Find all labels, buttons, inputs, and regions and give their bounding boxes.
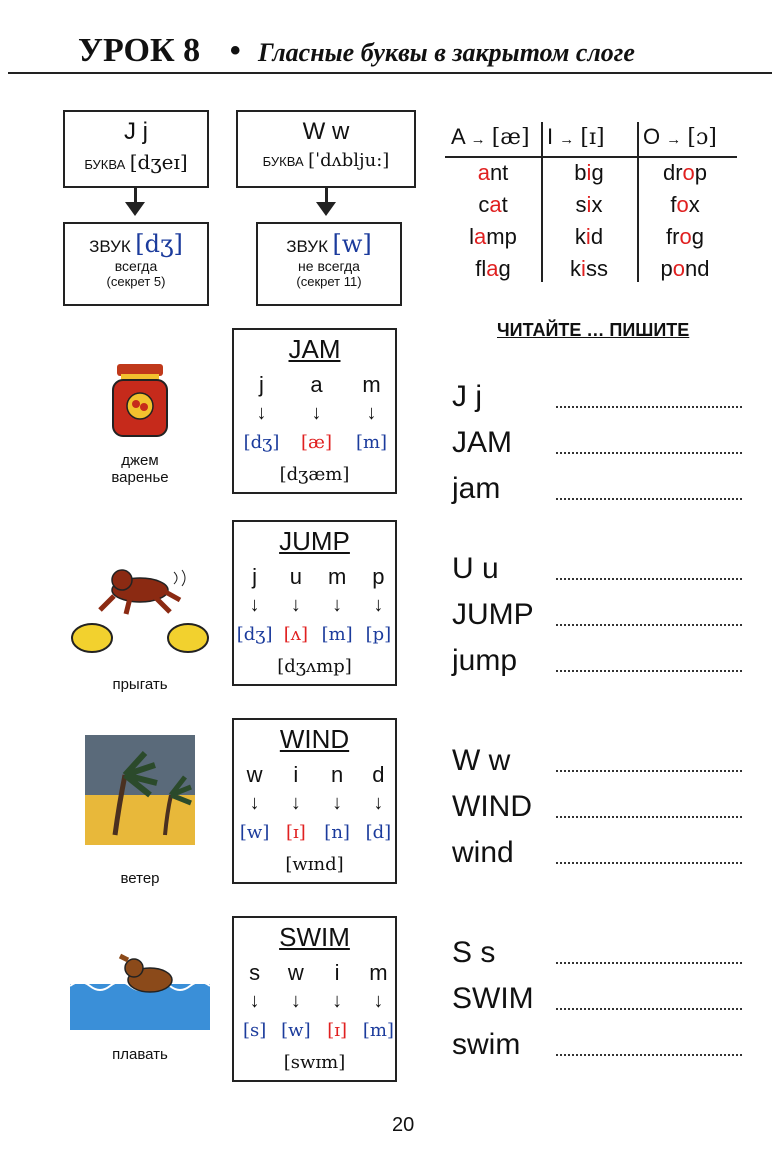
word-letter: m [369, 960, 388, 985]
down-arrow-icon: ↓ [290, 792, 301, 814]
word-title: JUMP [279, 526, 350, 556]
word-start: fr [666, 224, 680, 249]
word-start: l [469, 224, 475, 249]
table-word [637, 256, 733, 282]
vowel-letter: i [585, 224, 591, 249]
phoneme: [ʌ] [283, 624, 308, 645]
sound-ipa: [w] [332, 230, 372, 258]
letter-box-j [63, 110, 209, 188]
table-word [541, 160, 637, 186]
word-end: d [590, 224, 604, 249]
letter-ipa: [dʒeɪ] [129, 150, 188, 174]
table-word [541, 256, 637, 282]
header-bullet: • [230, 34, 241, 67]
windy-palms-illustration [85, 735, 195, 850]
word-end: ss [585, 256, 608, 281]
down-arrow-icon: ↓ [373, 594, 384, 616]
letter-w: W w [302, 118, 350, 145]
writing-line[interactable] [556, 670, 742, 672]
sound-box-w [256, 222, 402, 306]
word-start: b [574, 160, 587, 185]
caption-line: ветер [120, 870, 160, 887]
word-end: mp [486, 224, 517, 249]
word-end: x [688, 192, 700, 217]
word-start: fl [475, 256, 487, 281]
jam-jar-illustration [105, 360, 175, 445]
writing-line[interactable] [556, 962, 742, 964]
phoneme: [dʒ] [236, 624, 273, 645]
vowel-letter: i [586, 192, 592, 217]
word-title: WIND [279, 724, 350, 754]
table-word [637, 224, 733, 250]
read-write-heading: ЧИТАЙТЕ … ПИШИТЕ [497, 320, 690, 340]
word-transcription: [wɪnd] [285, 854, 344, 875]
word-box-swim [232, 916, 397, 1082]
caption-line: плавать [112, 1046, 168, 1063]
practice-word: jump [452, 644, 518, 677]
down-arrow-icon: ↓ [311, 402, 322, 424]
word-start: f [670, 192, 677, 217]
down-arrow-icon: ↓ [290, 990, 301, 1012]
writing-line[interactable] [556, 406, 742, 408]
vowel-letter: i [581, 256, 586, 281]
phoneme: [ɪ] [285, 822, 306, 843]
practice-word: jam [452, 472, 501, 505]
vowel-letter: o [679, 224, 692, 249]
down-arrow-icon: ↓ [249, 990, 260, 1012]
word-letter: j [259, 372, 264, 397]
letter-label: БУКВА [84, 157, 126, 172]
word-letter: p [372, 564, 385, 589]
word-transcription: [dʒʌmp] [277, 656, 352, 677]
secret-ref: (секрет 5) [106, 274, 166, 289]
writing-line[interactable] [556, 862, 742, 864]
sound-note: всегда [114, 258, 158, 274]
down-arrow-icon: ↓ [366, 402, 377, 424]
picture-caption [60, 870, 220, 887]
caption-line: варенье [111, 469, 169, 486]
vowel-letter: a [474, 224, 487, 249]
word-transcription: [dʒæm] [279, 464, 350, 485]
writing-line[interactable] [556, 816, 742, 818]
word-title: SWIM [279, 922, 350, 952]
writing-line[interactable] [556, 578, 742, 580]
word-letter: n [331, 762, 344, 787]
phoneme: [m] [355, 432, 388, 453]
vowel-letter: i [586, 160, 592, 185]
word-letter: w [246, 762, 263, 787]
word-transcription: [swɪm] [283, 1052, 346, 1073]
phoneme: [n] [324, 822, 350, 843]
down-arrow-icon: ↓ [373, 990, 384, 1012]
down-arrow-icon [316, 202, 336, 216]
practice-word: SWIM [452, 982, 534, 1015]
vowel-letter: a [486, 256, 499, 281]
writing-line[interactable] [556, 1054, 742, 1056]
phoneme: [dʒ] [243, 432, 280, 453]
word-letter: j [252, 564, 258, 589]
header-letter: I [547, 124, 554, 149]
letter-j: J j [124, 118, 148, 145]
secret-ref: (секрет 11) [296, 274, 362, 289]
arrow-right-icon: → [470, 131, 486, 148]
table-word [445, 224, 541, 250]
lesson-number: УРОК 8 [78, 32, 201, 69]
sound-ipa: [dʒ] [135, 230, 183, 258]
writing-line[interactable] [556, 452, 742, 454]
practice-word: JAM [452, 426, 512, 459]
word-letter: a [310, 372, 323, 397]
header-rule [8, 72, 772, 74]
caption-line: джем [121, 452, 159, 469]
letter-box-w [236, 110, 416, 188]
down-arrow-icon: ↓ [256, 402, 267, 424]
vowel-letter: o [682, 160, 695, 185]
down-arrow-icon: ↓ [332, 594, 343, 616]
caption-line: прыгать [112, 676, 168, 693]
vowel-letter: a [477, 160, 490, 185]
phoneme: [w] [239, 822, 270, 843]
phoneme: [d] [365, 822, 392, 843]
sound-label: ЗВУК [286, 237, 328, 256]
writing-line[interactable] [556, 498, 742, 500]
vowel-letter: o [672, 256, 685, 281]
phoneme: [w] [281, 1020, 311, 1041]
picture-caption [60, 676, 220, 693]
phoneme: [m] [362, 1020, 394, 1041]
practice-word: JUMP [452, 598, 534, 631]
letter-ipa: [ˈdʌblju:] [308, 150, 390, 171]
table-word [541, 224, 637, 250]
vowel-letter: a [489, 192, 502, 217]
picture-caption [60, 1046, 220, 1063]
practice-word: WIND [452, 790, 532, 823]
table-word [445, 160, 541, 186]
word-end: nt [489, 160, 509, 185]
word-end: t [501, 192, 508, 217]
down-arrow-icon: ↓ [290, 594, 301, 616]
header-letter: A [451, 124, 465, 149]
writing-line[interactable] [556, 770, 742, 772]
swimming-dog-illustration [70, 950, 210, 1035]
writing-line[interactable] [556, 624, 742, 626]
down-arrow-icon [125, 202, 145, 216]
word-title: JAM [288, 334, 341, 364]
practice-word: J j [452, 380, 482, 413]
table-word [445, 192, 541, 218]
word-letter: i [293, 762, 299, 787]
word-box-jam [232, 328, 397, 494]
word-start: c [478, 192, 490, 217]
page-number: 20 [392, 1114, 415, 1136]
word-end: g [498, 256, 511, 281]
picture-caption [60, 452, 220, 486]
header-ipa: [ɪ] [580, 125, 605, 150]
down-arrow-icon: ↓ [373, 792, 384, 814]
table-word [445, 256, 541, 282]
word-end: p [694, 160, 708, 185]
word-end: nd [685, 256, 710, 281]
table-header-a [451, 124, 539, 150]
table-header-i [547, 124, 635, 150]
phoneme: [p] [365, 624, 392, 645]
practice-word: S s [452, 936, 496, 969]
phoneme: [m] [321, 624, 353, 645]
practice-word: wind [452, 836, 514, 869]
practice-word: U u [452, 552, 499, 585]
table-word [637, 192, 733, 218]
jumping-dog-illustration [70, 560, 210, 665]
word-start: k [574, 224, 586, 249]
word-letter: m [362, 372, 381, 397]
word-letter: i [334, 960, 340, 985]
writing-line[interactable] [556, 1008, 742, 1010]
phoneme: [æ] [301, 432, 332, 453]
down-arrow-icon: ↓ [332, 792, 343, 814]
word-end: g [591, 160, 604, 185]
arrow-right-icon: → [666, 131, 682, 148]
down-arrow-icon: ↓ [332, 990, 343, 1012]
word-letter: d [372, 762, 385, 787]
header-letter: O [643, 124, 661, 149]
letter-label: БУКВА [262, 154, 304, 169]
lesson-title: Гласные буквы в закрытом слоге [258, 38, 635, 67]
practice-word: swim [452, 1028, 521, 1061]
word-letter: s [249, 960, 261, 985]
header-ipa: [æ] [491, 125, 530, 150]
word-start: s [575, 192, 587, 217]
word-box-jump [232, 520, 397, 686]
word-end: g [691, 224, 704, 249]
vowel-letter: o [676, 192, 689, 217]
down-arrow-icon: ↓ [249, 792, 260, 814]
sound-note: не всегда [298, 258, 360, 274]
word-start: dr [662, 160, 683, 185]
word-end: x [591, 192, 603, 217]
table-word [541, 192, 637, 218]
sound-label: ЗВУК [89, 237, 131, 256]
word-start: k [570, 256, 582, 281]
down-arrow-icon: ↓ [249, 594, 260, 616]
word-letter: u [289, 564, 302, 589]
table-header-o [643, 124, 731, 150]
vowel-table [445, 118, 740, 288]
phoneme: [ɪ] [327, 1020, 348, 1041]
phoneme: [s] [242, 1020, 267, 1041]
arrow-right-icon: → [559, 131, 575, 148]
practice-word: W w [452, 744, 511, 777]
sound-box-j [63, 222, 209, 306]
word-letter: m [327, 564, 347, 589]
word-box-wind [232, 718, 397, 884]
word-start: p [660, 256, 673, 281]
table-word [637, 160, 733, 186]
header-ipa: [ɔ] [687, 125, 717, 150]
word-letter: w [287, 960, 304, 985]
table-header-rule [445, 156, 737, 158]
